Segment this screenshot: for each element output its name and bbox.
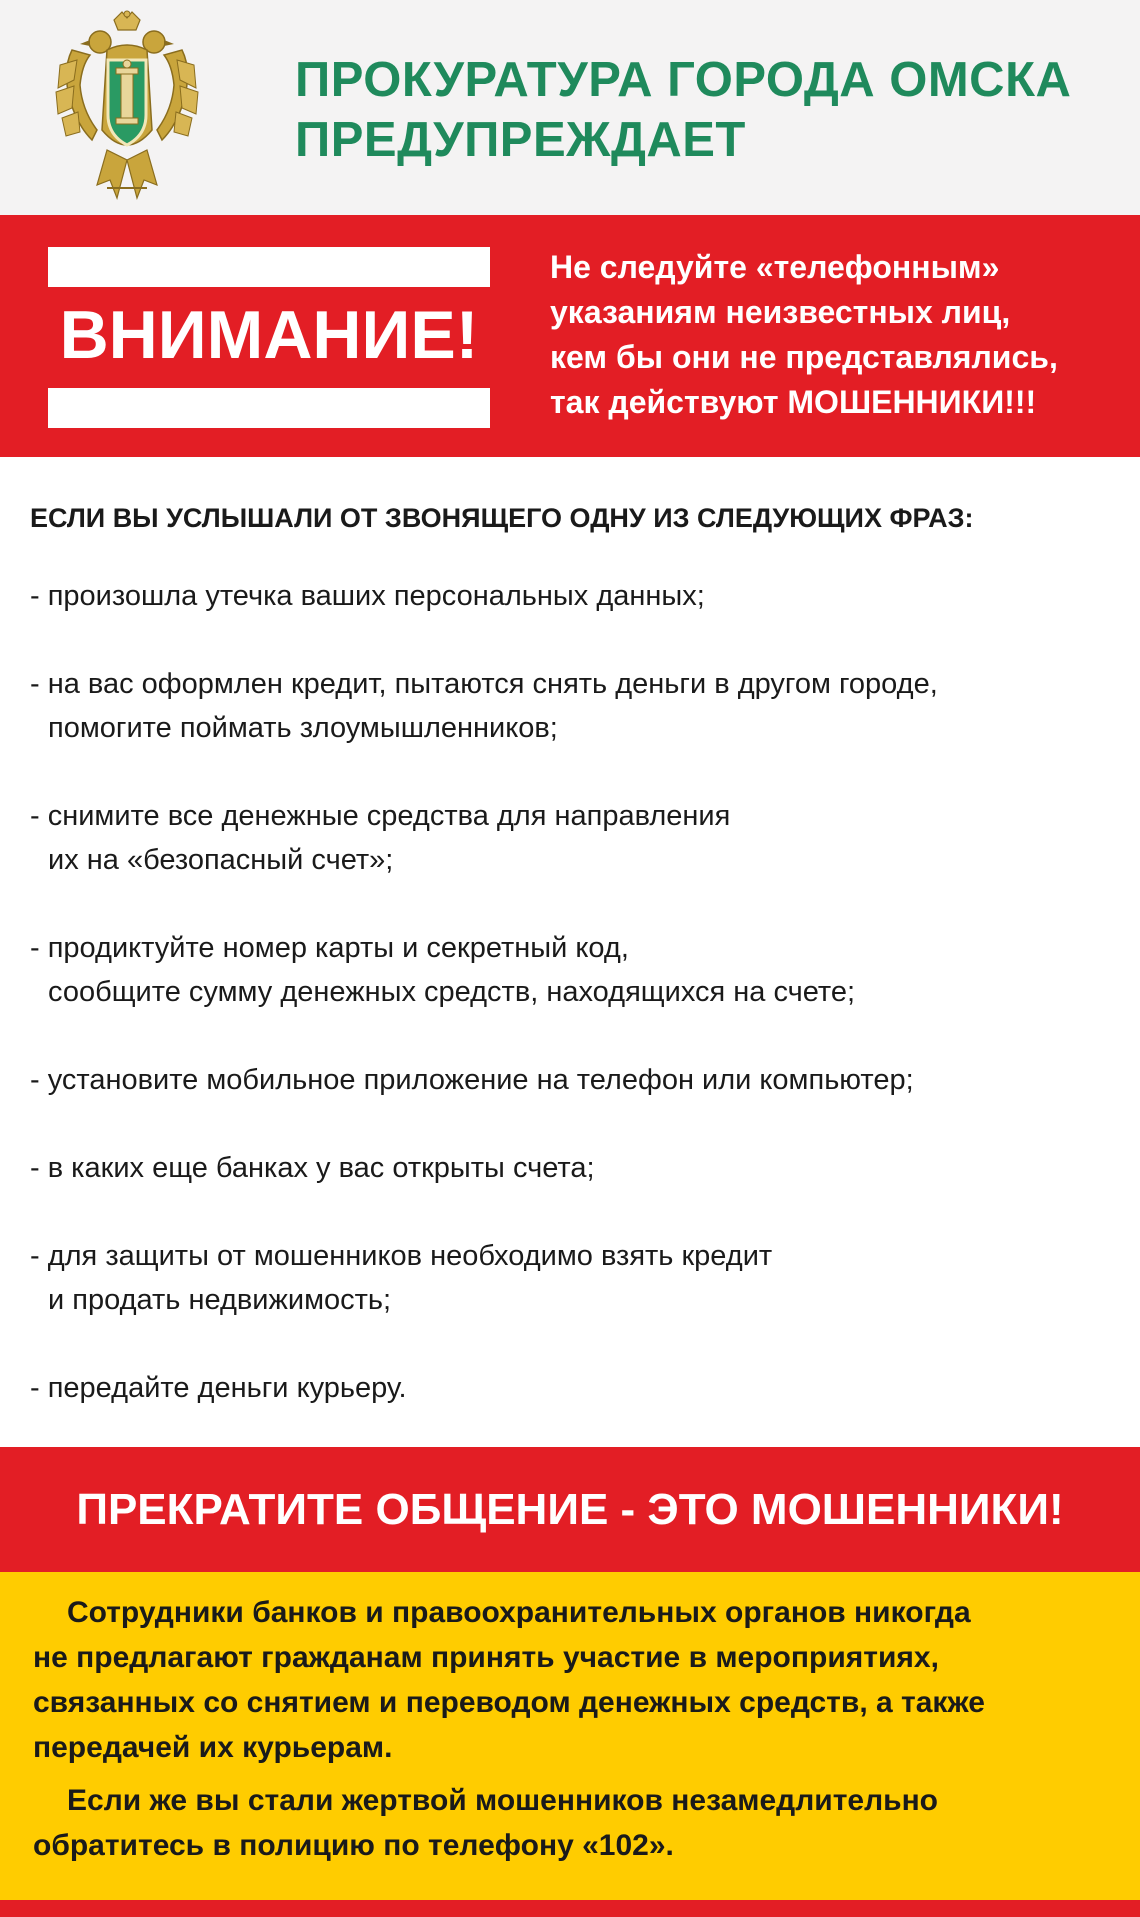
page-title xyxy=(295,50,1115,170)
phrase-item xyxy=(30,1366,1120,1410)
phrase-line: сообщите сумму денежных средств, находящихся на счете; xyxy=(48,976,856,1008)
info-line: обратитесь в полицию по телефону «102». xyxy=(33,1829,674,1862)
info-gap xyxy=(33,1770,1123,1778)
phrase-line: - для защиты от мошенников необходимо взять кредит xyxy=(30,1240,773,1272)
attention-line: Не следуйте «телефонным» xyxy=(550,249,1000,285)
phrases-heading: ЕСЛИ ВЫ УСЛЫШАЛИ ОТ ЗВОНЯЩЕГО ОДНУ ИЗ СЛЕДУЮЩИХ ФРАЗ: xyxy=(30,503,974,533)
phrase-line: и продать недвижимость; xyxy=(48,1284,392,1316)
info-text xyxy=(33,1590,1123,1868)
phrase-line: - установите мобильное приложение на телефон или компьютер; xyxy=(30,1064,914,1096)
phrase-line: - снимите все денежные средства для направления xyxy=(30,800,731,832)
info-line: связанных со снятием и переводом денежных средств, а также xyxy=(33,1686,985,1719)
stop-banner xyxy=(0,1447,1140,1572)
phrase-line: их на «безопасный счет»; xyxy=(48,844,394,876)
phrase-item xyxy=(30,1146,1120,1190)
phrase-line: - продиктуйте номер карты и секретный код, xyxy=(30,932,629,964)
attention-bar-bottom xyxy=(48,388,490,428)
phrase-item xyxy=(30,1234,1120,1322)
phrase-item xyxy=(30,926,1120,1014)
phrase-line: - передайте деньги курьеру. xyxy=(30,1372,407,1404)
info-line: Если же вы стали жертвой мошенников незамедлительно xyxy=(67,1784,939,1817)
phrase-item xyxy=(30,794,1120,882)
phrases-section xyxy=(30,500,1120,1454)
attention-banner xyxy=(0,215,1140,457)
double-headed-eagle-emblem-icon xyxy=(52,10,202,205)
phrase-item xyxy=(30,574,1120,618)
phrase-line: - произошла утечка ваших персональных данных; xyxy=(30,580,705,612)
header xyxy=(0,0,1140,215)
attention-message xyxy=(550,245,1130,425)
phrase-item xyxy=(30,1058,1120,1102)
phrase-item xyxy=(30,662,1120,750)
phrase-line: - в каких еще банках у вас открыты счета; xyxy=(30,1152,595,1184)
info-line: не предлагают гражданам принять участие в мероприятиях, xyxy=(33,1641,939,1674)
phrase-line: помогите поймать злоумышленников; xyxy=(48,712,558,744)
attention-heading: ВНИМАНИЕ! xyxy=(59,297,479,373)
attention-line: указаниям неизвестных лиц, xyxy=(550,294,1011,330)
info-line: Сотрудники банков и правоохранительных органов никогда xyxy=(67,1596,971,1629)
attention-line: так действуют МОШЕННИКИ!!! xyxy=(550,384,1037,420)
stop-message: ПРЕКРАТИТЕ ОБЩЕНИЕ - ЭТО МОШЕННИКИ! xyxy=(76,1485,1064,1534)
phrase-line: - на вас оформлен кредит, пытаются снять деньги в другом городе, xyxy=(30,668,938,700)
page-title-line2: ПРЕДУПРЕЖДАЕТ xyxy=(295,113,746,167)
bottom-stripe xyxy=(0,1900,1140,1917)
info-panel xyxy=(0,1572,1140,1900)
info-line: передачей их курьерам. xyxy=(33,1731,393,1764)
page-title-line1: ПРОКУРАТУРА ГОРОДА ОМСКА xyxy=(295,53,1072,107)
attention-line: кем бы они не представлялись, xyxy=(550,339,1058,375)
attention-bar-top xyxy=(48,247,490,287)
